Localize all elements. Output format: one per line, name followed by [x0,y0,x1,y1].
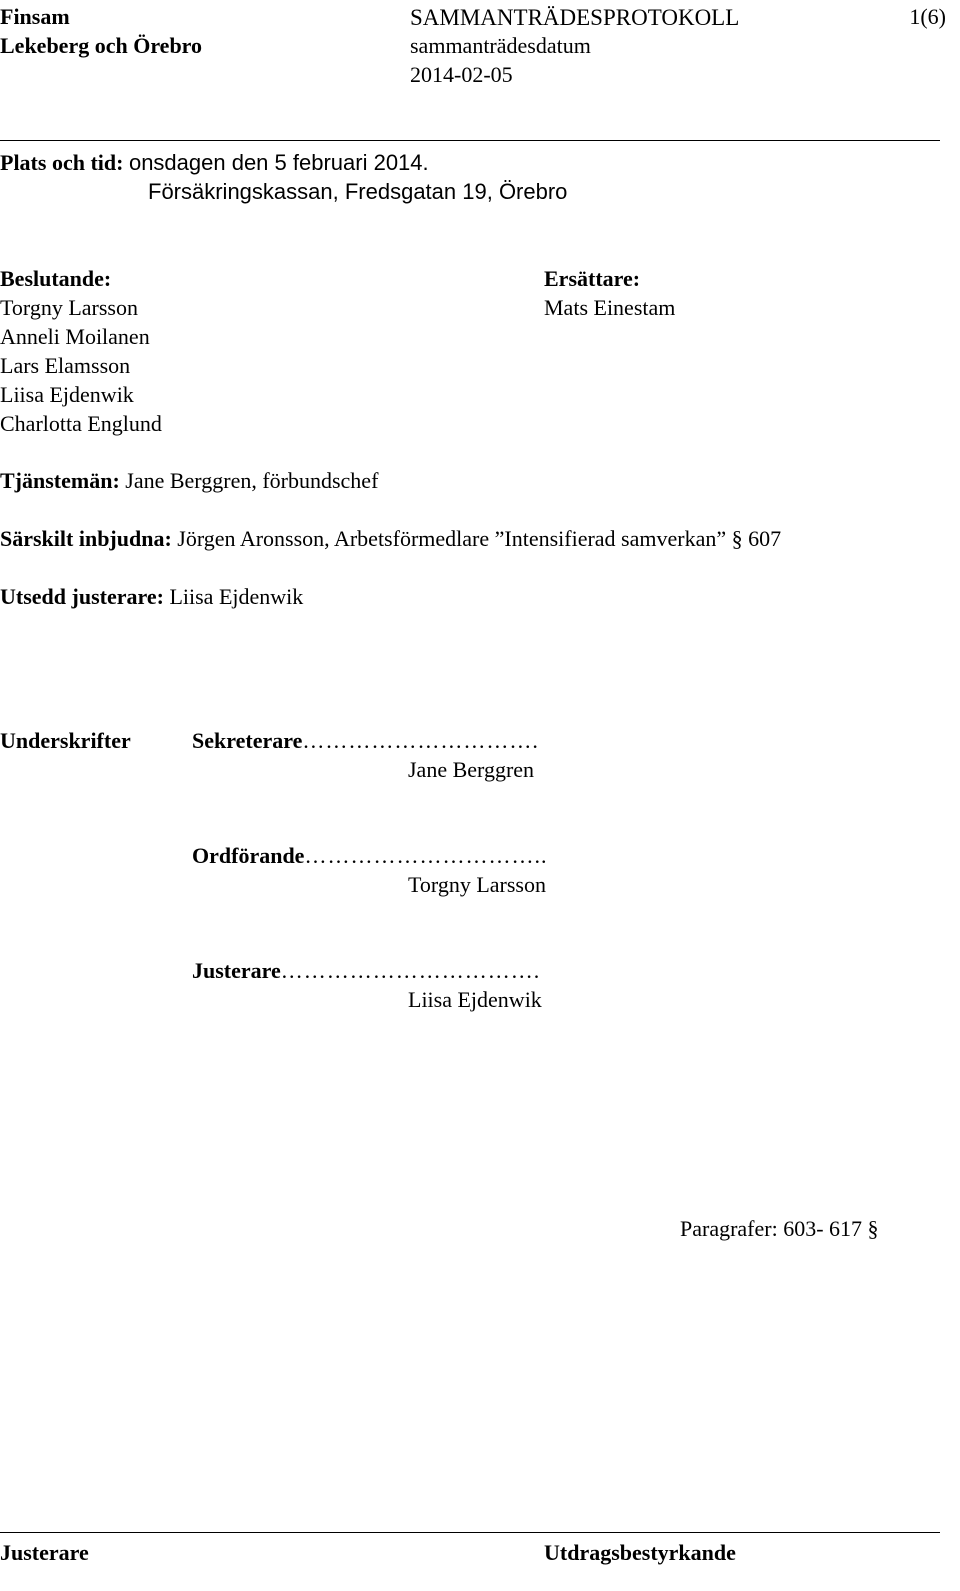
adjuster-signer-name: Liisa Ejdenwik [408,987,542,1012]
signatures-label: Underskrifter [0,728,131,753]
org-name: Finsam [0,4,70,29]
decision-maker: Anneli Moilanen [0,324,150,349]
footer-divider [0,1532,940,1533]
decision-maker: Charlotta Englund [0,411,162,436]
officials-line [0,470,378,492]
paragraph-range: Paragrafer: 603- 617 § [680,1216,879,1241]
footer-adjuster: Justerare [0,1540,89,1565]
invited-label: Särskilt inbjudna: [0,526,172,551]
place-time-value: onsdagen den 5 februari 2014. [128,150,429,175]
adjuster-value: Liisa Ejdenwik [169,584,304,609]
org-subtitle: Lekeberg och Örebro [0,33,203,58]
secretary-name: Jane Berggren [408,757,535,782]
adjuster-line [0,586,303,608]
meeting-date: 2014-02-05 [410,62,513,87]
signature-line-adjuster [192,960,540,982]
invited-line [0,528,781,550]
decision-makers-label: Beslutande: [0,266,112,291]
page-number: 1(6) [909,4,946,29]
place-time-label: Plats och tid: [0,150,124,175]
decision-maker: Torgny Larsson [0,295,138,320]
meeting-location: Försäkringskassan, Fredsgatan 19, Örebro [148,179,568,204]
chair-role: Ordförande [192,843,305,868]
officials-label: Tjänstemän: [0,468,120,493]
signature-dots: ……………………………. [280,958,541,983]
substitutes-label: Ersättare: [544,266,641,291]
officials-value: Jane Berggren, förbundschef [125,468,379,493]
header-divider [0,140,940,141]
decision-maker: Liisa Ejdenwik [0,382,134,407]
signature-dots: ………………………….. [304,843,548,868]
footer-certification: Utdragsbestyrkande [544,1540,736,1565]
place-time-line [0,152,429,174]
document-title: SAMMANTRÄDESPROTOKOLL [410,5,740,30]
adjuster-label: Utsedd justerare: [0,584,164,609]
invited-value: Jörgen Aronsson, Arbetsförmedlare ”Intensifierad samverkan” § 607 [177,526,782,551]
signature-dots: …………………………. [302,728,539,753]
signature-line-secretary [192,730,539,752]
substitute: Mats Einestam [544,295,676,320]
meeting-date-label: sammanträdesdatum [410,33,591,58]
signature-line-chair [192,845,547,867]
adjuster-role: Justerare [192,958,281,983]
decision-maker: Lars Elamsson [0,353,131,378]
chair-name: Torgny Larsson [408,872,546,897]
secretary-role: Sekreterare [192,728,303,753]
